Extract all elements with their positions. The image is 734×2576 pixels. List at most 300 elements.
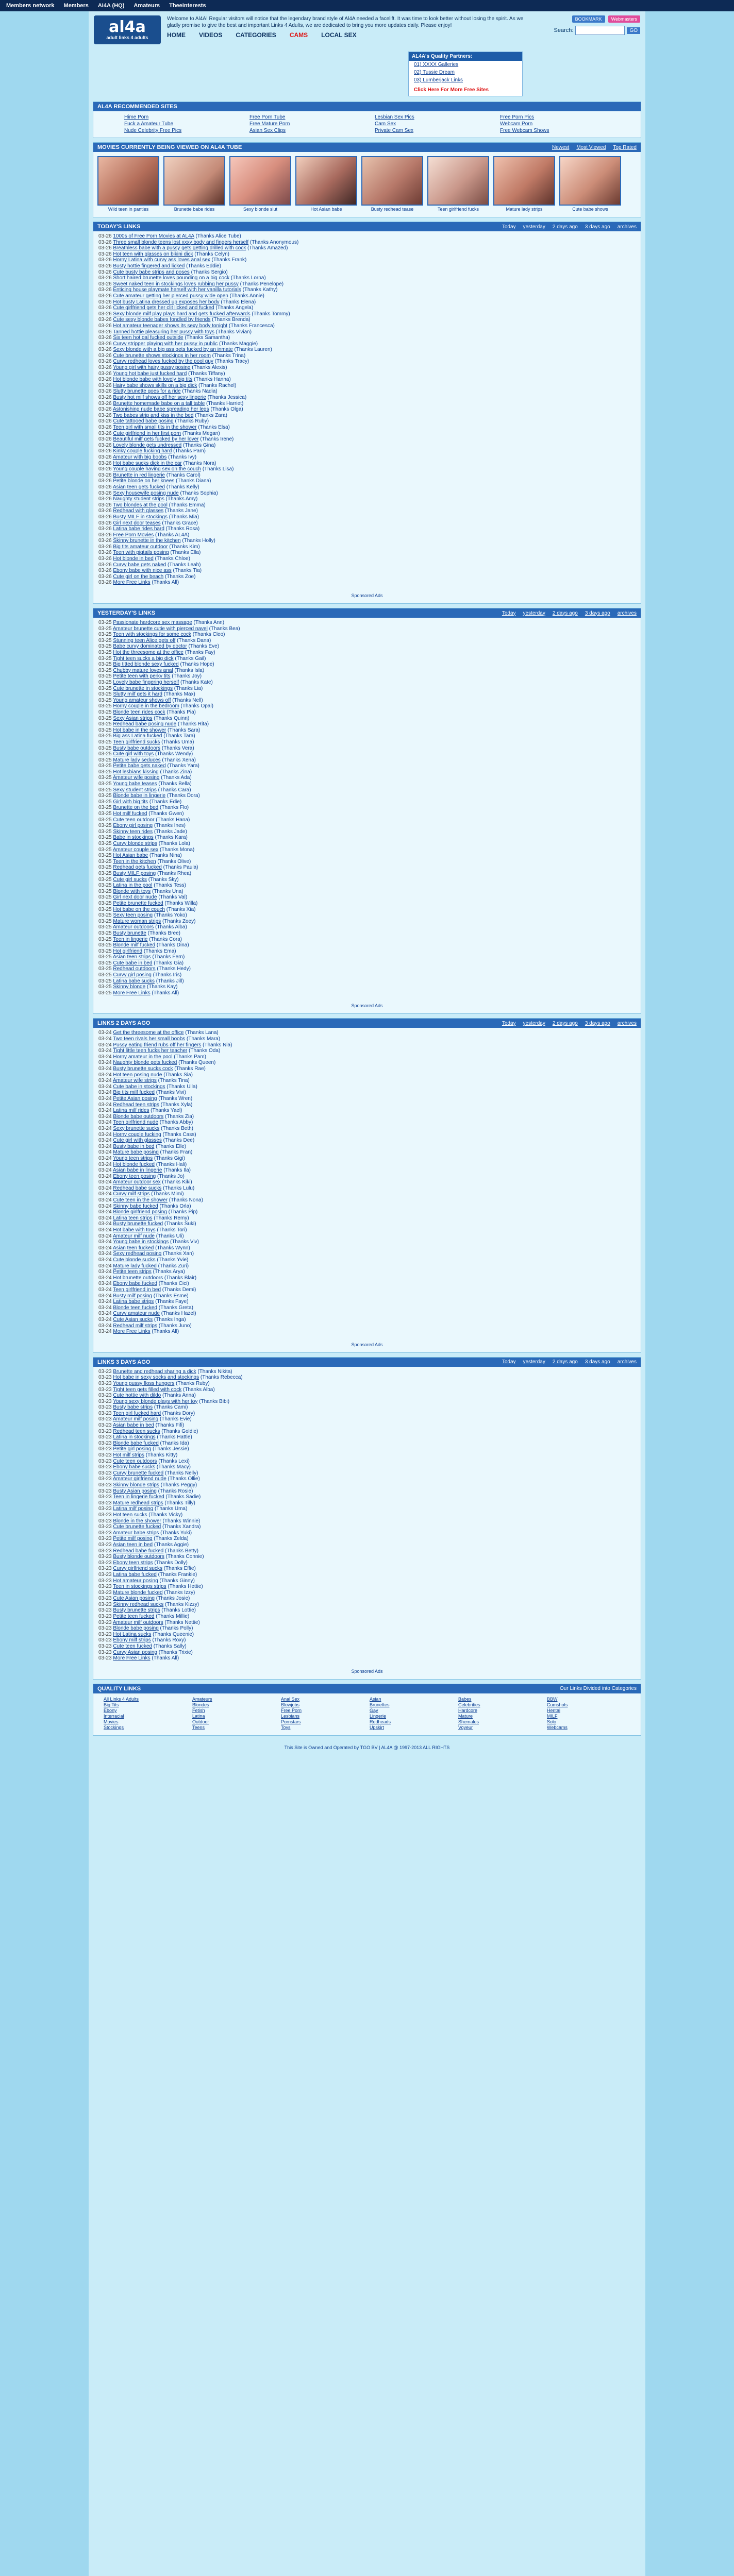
link-title[interactable]: Latina teen strips <box>113 1215 153 1221</box>
link-title[interactable]: Six teen hot gal fucked outside <box>113 335 184 341</box>
section-tab[interactable]: Today <box>502 610 516 616</box>
quality-link[interactable]: Blowjobs <box>281 1702 300 1707</box>
link-title[interactable]: Redhead milf strips <box>113 1323 157 1329</box>
link-title[interactable]: Busty hottie fingered and licked <box>113 263 185 269</box>
video-thumb[interactable] <box>559 156 621 212</box>
section-tab[interactable]: 2 days ago <box>552 610 578 616</box>
link-title[interactable]: Asian teen in bed <box>112 1541 153 1548</box>
link-title[interactable]: Naughty student strips <box>113 496 164 502</box>
link-title[interactable]: Cute brunette shows stockings in her room <box>113 352 211 359</box>
link-title[interactable]: Amateur brunette cutie with pierced navel <box>112 625 208 632</box>
link-title[interactable]: Hot teen with glasses on bikini dick <box>113 251 193 257</box>
link-title[interactable]: Asian babe in lingerie <box>112 1167 162 1174</box>
link-title[interactable]: Cute girl sucks <box>113 876 147 883</box>
link-title[interactable]: Petite Asian posing <box>113 1095 157 1101</box>
recommended-link[interactable]: Hime Porn <box>124 114 149 120</box>
link-title[interactable]: Hot babe on the couch <box>113 906 165 912</box>
section-tab[interactable]: yesterday <box>523 610 545 616</box>
link-title[interactable]: Slutty milf gets it hard <box>113 691 162 698</box>
link-title[interactable]: Tight little teen fucks her teacher <box>113 1048 188 1054</box>
link-title[interactable]: Cute hottie with dildo <box>113 1393 161 1399</box>
link-title[interactable]: Girl next door nude <box>113 894 157 901</box>
link-title[interactable]: Ebony milf strips <box>113 1637 151 1643</box>
thumb-caption[interactable]: Brunette babe rides <box>174 207 215 212</box>
link-title[interactable]: Skinny redhead sucks <box>113 1601 164 1607</box>
link-title[interactable]: Tight teen gets filled with cock <box>113 1386 182 1393</box>
partner-link[interactable]: 01) XXXX Galleries <box>414 62 459 67</box>
quality-link[interactable]: Hentai <box>547 1707 561 1713</box>
link-title[interactable]: Cute brunette fucked <box>113 1524 161 1530</box>
link-title[interactable]: Latina in stockings <box>113 1434 156 1440</box>
link-title[interactable]: Asian teen fucked <box>112 1245 154 1251</box>
link-title[interactable]: Busty brunette fucked <box>113 1221 163 1227</box>
link-title[interactable]: Curvy stripper playing with her pussy in public <box>113 341 218 347</box>
link-title[interactable]: Busty MILF posing <box>113 870 156 876</box>
link-title[interactable]: Redhead babe fucked <box>113 1548 164 1554</box>
recommended-link[interactable]: Free Mature Porn <box>249 121 290 127</box>
link-title[interactable]: Busty hot milf shows off her sexy lingerie <box>113 395 206 401</box>
link-title[interactable]: Skinny teen rides <box>113 828 153 835</box>
link-title[interactable]: Teen in stockings strips <box>113 1584 166 1590</box>
topbar-item[interactable]: AI4A (HQ) <box>97 3 125 9</box>
link-title[interactable]: Teen with stockings for some cock <box>113 632 191 638</box>
quality-link[interactable]: Ebony <box>104 1707 117 1713</box>
sponsored-ads-label[interactable]: Sponsored Ads <box>351 1668 383 1674</box>
link-title[interactable]: Free Porn Movies <box>113 532 154 538</box>
link-title[interactable]: Skinny brunette in the kitchen <box>113 538 181 544</box>
link-title[interactable]: Cute babe in stockings <box>113 1083 165 1090</box>
link-title[interactable]: Redhead with glasses <box>113 508 164 514</box>
link-title[interactable]: Horny amateur in the pool <box>113 1054 173 1060</box>
link-title[interactable]: Blonde babe fucked <box>113 1440 159 1446</box>
link-title[interactable]: Blonde milf fucked <box>113 942 156 948</box>
quality-link[interactable]: Latina <box>192 1713 205 1719</box>
link-title[interactable]: Busty brunette strips <box>113 1607 160 1614</box>
link-title[interactable]: Blonde girlfriend posing <box>113 1209 167 1215</box>
link-title[interactable]: Petite blonde on her knees <box>113 478 175 484</box>
quality-link[interactable]: Lesbians <box>281 1713 300 1719</box>
link-title[interactable]: Amateur outdoors <box>112 924 154 930</box>
link-title[interactable]: Cute girl with glasses <box>113 1138 162 1144</box>
link-title[interactable]: Cute brunette in stockings <box>113 685 173 691</box>
quality-link[interactable]: Big Tits <box>104 1702 119 1707</box>
link-title[interactable]: Blonde babe in lingerie <box>113 793 166 799</box>
link-title[interactable]: Petite brunette fucked <box>113 900 163 906</box>
partner-link[interactable]: 02) Tussie Dream <box>414 70 455 75</box>
search-input[interactable] <box>575 26 625 35</box>
quality-link[interactable]: Redheads <box>370 1719 391 1724</box>
link-title[interactable]: Hot lesbians kissing <box>113 769 159 775</box>
section-tab[interactable]: Today <box>502 1359 516 1365</box>
link-title[interactable]: Amateur milf outdoors <box>112 1619 163 1625</box>
link-title[interactable]: Curvy brunette fucked <box>113 1470 164 1476</box>
link-title[interactable]: Ebony teen posing <box>113 1173 156 1179</box>
thumb-image[interactable] <box>97 156 159 206</box>
quality-link[interactable]: Lingerie <box>370 1713 387 1719</box>
link-title[interactable]: Hot teen sucks <box>113 1512 147 1518</box>
link-title[interactable]: Kinky couple fucking hard <box>113 448 172 454</box>
section-tab[interactable]: 2 days ago <box>552 1020 578 1026</box>
thumb-caption[interactable]: Teen girlfriend fucks <box>437 207 479 212</box>
more-sites-link[interactable]: Click Here For More Free Sites <box>414 87 489 93</box>
link-title[interactable]: Redhead teen strips <box>113 1101 159 1108</box>
link-title[interactable]: Sexy teen posing <box>113 912 153 919</box>
section-tab[interactable]: 2 days ago <box>552 224 578 230</box>
link-title[interactable]: Cute Asian posing <box>113 1596 155 1602</box>
link-title[interactable]: Cute teen outdoors <box>113 1458 157 1464</box>
link-title[interactable]: Hot babe in the shower <box>113 727 166 733</box>
quality-link[interactable]: Mature <box>458 1713 473 1719</box>
link-title[interactable]: Lovely babe fingering herself <box>113 679 179 685</box>
video-thumb[interactable] <box>229 156 291 212</box>
link-title[interactable]: Cute girl with toys <box>113 751 154 757</box>
link-title[interactable]: Cute babe in bed <box>113 960 153 966</box>
link-title[interactable]: Busty babe strips <box>113 1404 153 1411</box>
link-title[interactable]: Hot the threesome at the office <box>113 650 184 655</box>
link-title[interactable]: Short haired brunette loves pounding on a big cock <box>113 275 230 281</box>
quality-link[interactable]: Hardcore <box>458 1707 478 1713</box>
recommended-link[interactable]: Free Porn Tube <box>249 114 286 120</box>
link-title[interactable]: Teen in lingerie fucked <box>113 1494 164 1500</box>
sponsored-ads-label[interactable]: Sponsored Ads <box>351 593 383 599</box>
link-title[interactable]: Hot babe in sexy socks and stockings <box>113 1375 199 1381</box>
link-title[interactable]: More Free Links <box>113 990 151 996</box>
link-title[interactable]: Beautiful milf gets fucked by her lover <box>113 436 199 443</box>
link-title[interactable]: Redhead babe sucks <box>113 1185 162 1191</box>
nav-local-sex[interactable]: LOCAL SEX <box>321 31 357 39</box>
link-title[interactable]: Hot milf strips <box>113 1452 144 1459</box>
link-title[interactable]: Teen girl with small tits in the shower <box>113 425 197 430</box>
link-title[interactable]: Blonde teen rides cock <box>113 709 165 715</box>
link-title[interactable]: Two blondes at the pool <box>113 502 168 508</box>
link-title[interactable]: Cute girlfriend gets her clit licked and fucked <box>113 305 214 311</box>
link-title[interactable]: Curvy girlfriend sucks <box>113 1566 162 1572</box>
link-title[interactable]: Cute busty babe strips and poses <box>113 269 190 275</box>
quality-link[interactable]: All Links 4 Adults <box>104 1696 139 1702</box>
thumb-image[interactable] <box>163 156 225 206</box>
quality-link[interactable]: Teens <box>192 1724 205 1730</box>
link-title[interactable]: Brunette in red lingerie <box>113 472 165 478</box>
link-title[interactable]: Girl next door teases <box>113 520 161 526</box>
link-title[interactable]: Cute Asian sucks <box>113 1316 153 1323</box>
thumb-image[interactable] <box>295 156 357 206</box>
link-title[interactable]: Sexy housewife posing nude <box>113 490 179 496</box>
quality-link[interactable]: Celebrities <box>458 1702 480 1707</box>
link-title[interactable]: Petite milf posing <box>113 1536 153 1542</box>
nav-categories[interactable]: CATEGORIES <box>236 31 276 39</box>
link-title[interactable]: Hot brunette outdoors <box>113 1275 163 1281</box>
link-title[interactable]: Latina in the pool <box>113 883 153 889</box>
video-thumb[interactable] <box>163 156 225 212</box>
sponsored-ads-label[interactable]: Sponsored Ads <box>351 1342 383 1347</box>
section-tab[interactable]: Today <box>502 1020 516 1026</box>
link-title[interactable]: Sexy blonde with a big ass gets fucked by an inmate <box>113 347 233 353</box>
link-title[interactable]: Breathless babe with a pussy gets getting drilled with cock <box>113 245 246 251</box>
link-title[interactable]: Hot milf fucked <box>113 811 147 817</box>
link-title[interactable]: Blonde babe outdoors <box>113 1113 164 1120</box>
link-title[interactable]: Big tits amateur outdoor <box>113 544 168 550</box>
link-title[interactable]: Cute sexy blonde babes fondled by friends <box>113 317 211 323</box>
recommended-link[interactable]: Fuck a Amateur Tube <box>124 121 174 127</box>
quality-link[interactable]: Brunettes <box>370 1702 390 1707</box>
quality-link[interactable]: Outdoor <box>192 1719 209 1724</box>
link-title[interactable]: Asian babe in bed <box>112 1422 154 1429</box>
link-title[interactable]: Skinny babe fucked <box>113 1203 158 1209</box>
video-thumb[interactable] <box>361 156 423 212</box>
link-title[interactable]: Teen in lingerie <box>113 936 148 942</box>
quality-link[interactable]: MILF <box>547 1713 558 1719</box>
link-title[interactable]: Brunette homemade babe on a tall table <box>113 400 205 406</box>
link-title[interactable]: Cute teen outdoor <box>113 817 155 823</box>
thumb-caption[interactable]: Wild teen in panties <box>108 207 149 212</box>
link-title[interactable]: More Free Links <box>113 580 151 586</box>
link-title[interactable]: Busty MILF in stockings <box>113 514 168 520</box>
recommended-link[interactable]: Asian Sex Clips <box>249 128 286 133</box>
link-title[interactable]: Teen girlfriend sucks <box>113 739 160 745</box>
link-title[interactable]: Blonde with toys <box>113 888 151 894</box>
link-title[interactable]: Mature redhead strips <box>113 1500 163 1506</box>
section-tab[interactable]: Today <box>502 224 516 230</box>
quality-link[interactable]: BBW <box>547 1696 558 1702</box>
video-thumb[interactable] <box>97 156 159 212</box>
link-title[interactable]: Tight teen sucks a big dick <box>113 655 174 662</box>
link-title[interactable]: Petite teen strips <box>113 1269 152 1275</box>
link-title[interactable]: Latina babe fucked <box>113 1571 157 1578</box>
thumb-caption[interactable]: Cute babe shows <box>572 207 608 212</box>
link-title[interactable]: Cute amateur getting her pierced pussy wide open <box>113 293 228 299</box>
recommended-link[interactable]: Cam Sex <box>375 121 396 127</box>
link-title[interactable]: Mature babe posing <box>113 1149 159 1156</box>
topbar-item[interactable]: Members network <box>6 3 55 9</box>
link-title[interactable]: Brunette and redhead sharing a dick <box>113 1368 196 1375</box>
link-title[interactable]: Big tits milf fucked <box>113 1090 155 1096</box>
link-title[interactable]: Busty blonde outdoors <box>113 1554 164 1560</box>
link-title[interactable]: Blonde babe posing <box>113 1625 159 1632</box>
thumb-caption[interactable]: Busty redhead tease <box>371 207 414 212</box>
link-title[interactable]: Redhead outdoors <box>113 966 156 972</box>
link-title[interactable]: 1000s of Free Porn Movies at AL4A <box>113 233 194 239</box>
link-title[interactable]: Enticing house playmate herself with her vanilla tutorials <box>113 287 241 293</box>
link-title[interactable]: Latina babe rides hard <box>113 526 164 532</box>
link-title[interactable]: Teen with pigtails posing <box>113 550 169 556</box>
link-title[interactable]: Brunette on the bed <box>113 805 159 811</box>
quality-link[interactable]: Fetish <box>192 1707 205 1713</box>
link-title[interactable]: Three small blonde teens lost xxxy body and fingers herself <box>113 239 249 245</box>
link-title[interactable]: Horny couple in the bedroom <box>113 703 179 709</box>
section-tab[interactable]: 3 days ago <box>585 1020 610 1026</box>
link-title[interactable]: Young babe in stockings <box>113 1239 169 1245</box>
link-title[interactable]: Cute girlfriend in her first porn <box>113 430 181 436</box>
link-title[interactable]: Young teen strips <box>113 1155 153 1161</box>
link-title[interactable]: Skinny blonde <box>113 984 146 990</box>
video-thumb[interactable] <box>295 156 357 212</box>
link-title[interactable]: Amateur outdoor sex <box>112 1179 161 1185</box>
link-title[interactable]: More Free Links <box>113 1655 151 1662</box>
section-tab[interactable]: yesterday <box>523 224 545 230</box>
link-title[interactable]: Two babes strip and kiss in the bed <box>113 412 194 418</box>
topbar-item[interactable]: TheeInterests <box>169 3 206 9</box>
partner-link[interactable]: 03) Lumberjack Links <box>414 77 463 83</box>
link-title[interactable]: Young amateur shows off <box>113 697 171 703</box>
thumb-caption[interactable]: Sexy blonde slut <box>243 207 278 212</box>
link-title[interactable]: Latina milf rides <box>113 1108 149 1114</box>
topbar-item[interactable]: Members <box>63 3 89 9</box>
quality-link[interactable]: Pornstars <box>281 1719 301 1724</box>
link-title[interactable]: Ebony teen strips <box>113 1560 153 1566</box>
section-tab[interactable]: 3 days ago <box>585 1359 610 1365</box>
link-title[interactable]: Blonde in the shower <box>113 1518 161 1524</box>
link-title[interactable]: Ebony girl posing <box>113 823 153 829</box>
section-tab[interactable]: archives <box>617 1359 637 1365</box>
link-title[interactable]: Young pussy floss hungers <box>113 1380 175 1386</box>
thumb-image[interactable] <box>559 156 621 206</box>
link-title[interactable]: Teen girlfriend nude <box>113 1120 159 1126</box>
link-title[interactable]: Teen in the kitchen <box>113 858 156 865</box>
link-title[interactable]: Hot busty Latina dressed up exposes her body <box>113 299 220 305</box>
link-title[interactable]: Hot girlfriend <box>113 948 143 954</box>
link-title[interactable]: Amateur babe strips <box>112 1530 159 1536</box>
link-title[interactable]: Get the threesome at the office <box>113 1030 184 1036</box>
link-title[interactable]: Busty brunette sucks cock <box>113 1066 173 1072</box>
link-title[interactable]: Curvy Asian posing <box>113 1649 157 1655</box>
link-title[interactable]: Busty babe outdoors <box>113 745 161 751</box>
link-title[interactable]: Sexy brunette sucks <box>113 1125 160 1131</box>
link-title[interactable]: Cute teen fucked <box>113 1643 152 1650</box>
link-title[interactable]: Busty milf posing <box>113 1293 152 1299</box>
section-tab[interactable]: 3 days ago <box>585 224 610 230</box>
link-title[interactable]: Blonde teen fucked <box>113 1304 157 1311</box>
link-title[interactable]: Petite girl posing <box>113 1446 152 1452</box>
link-title[interactable]: Mature lady fucked <box>113 1263 157 1269</box>
nav-cams[interactable]: CAMS <box>289 31 308 39</box>
link-title[interactable]: Mature blonde fucked <box>113 1589 163 1596</box>
topbar-item[interactable]: Amateurs <box>134 3 160 9</box>
link-title[interactable]: Young hot babe just fucked hard <box>113 370 187 377</box>
link-title[interactable]: Pussy eating friend rubs off her fingers <box>113 1042 202 1048</box>
site-logo[interactable] <box>94 15 161 44</box>
recommended-link[interactable]: Nude Celebrity Free Pics <box>124 128 182 133</box>
quality-link[interactable]: Webcams <box>547 1724 568 1730</box>
link-title[interactable]: Tanned hottie pleasuring her pussy with toys <box>113 329 214 335</box>
link-title[interactable]: Babe in stockings <box>113 835 154 841</box>
quality-link[interactable]: Blondes <box>192 1702 209 1707</box>
link-title[interactable]: Hot amateur posing <box>113 1578 158 1584</box>
recommended-link[interactable]: Lesbian Sex Pics <box>375 114 414 120</box>
link-title[interactable]: Mature lady seduces <box>113 757 161 763</box>
quality-link[interactable]: Gay <box>370 1707 378 1713</box>
quality-link[interactable]: Babes <box>458 1696 472 1702</box>
link-title[interactable]: Hairy babe shows skills on a big dick <box>113 382 197 388</box>
link-title[interactable]: Amateur girlfriend nude <box>112 1476 166 1482</box>
link-title[interactable]: Sexy blonde milf play plays hard and gets fucked afterwards <box>113 311 251 317</box>
thumb-image[interactable] <box>361 156 423 206</box>
link-title[interactable]: Curvy girl posing <box>113 972 152 978</box>
link-title[interactable]: Babe curvy dominated by doctor <box>113 643 187 650</box>
link-title[interactable]: Skinny blonde strips <box>113 1482 159 1488</box>
search-go-button[interactable]: GO <box>627 27 640 34</box>
tab-newest[interactable]: Newest <box>552 144 570 150</box>
link-title[interactable]: Big titted blonde sexy fucked <box>113 662 179 668</box>
link-title[interactable]: Busty babe in bed <box>113 1143 155 1149</box>
link-title[interactable]: Busty Asian posing <box>113 1488 157 1494</box>
link-title[interactable]: Girl with big tits <box>113 799 148 805</box>
link-title[interactable]: Ebony babe fucked <box>113 1281 157 1287</box>
link-title[interactable]: Sexy student strips <box>113 787 157 793</box>
quality-link[interactable]: Voyeur <box>458 1724 473 1730</box>
thumb-caption[interactable]: Hot Asian babe <box>310 207 342 212</box>
link-title[interactable]: Horny Latina with curvy ass loves anal sex <box>113 257 210 263</box>
link-title[interactable]: Hot blonde fucked <box>113 1161 155 1167</box>
link-title[interactable]: Hot amateur teenager shows its sexy body tonight <box>113 323 228 329</box>
thumb-image[interactable] <box>493 156 555 206</box>
quality-link[interactable]: Free Porn <box>281 1707 302 1713</box>
link-title[interactable]: Curvy blonde strips <box>113 841 157 846</box>
recommended-link[interactable]: Free Porn Pics <box>500 114 535 120</box>
link-title[interactable]: Chubby mature loves anal <box>113 667 173 673</box>
section-tab[interactable]: 3 days ago <box>585 610 610 616</box>
link-title[interactable]: Ebony babe sucks <box>113 1464 156 1470</box>
thumb-image[interactable] <box>229 156 291 206</box>
nav-videos[interactable]: VIDEOS <box>199 31 223 39</box>
link-title[interactable]: Redhead teen sucks <box>113 1428 160 1434</box>
link-title[interactable]: Teen girl fucked hard <box>113 1410 161 1416</box>
link-title[interactable]: Sexy redhead posing <box>113 1251 162 1257</box>
link-title[interactable]: Young sexy blonde plays with her toy <box>113 1398 198 1404</box>
link-title[interactable]: Hot Latina sucks <box>113 1631 152 1637</box>
link-title[interactable]: Hot blonde in bed <box>113 556 154 562</box>
link-title[interactable]: Asian teen strips <box>112 954 151 960</box>
thumb-image[interactable] <box>427 156 489 206</box>
link-title[interactable]: Amateur milf posing <box>112 1416 159 1422</box>
section-tab[interactable]: yesterday <box>523 1359 545 1365</box>
link-title[interactable]: Ebony babe with nice ass <box>113 568 172 574</box>
link-title[interactable]: Redhead gets fucked <box>113 865 162 871</box>
quality-link[interactable]: Upskirt <box>370 1724 385 1730</box>
link-title[interactable]: More Free Links <box>113 1329 151 1335</box>
link-title[interactable]: Amateur milf nude <box>112 1233 155 1239</box>
webmasters-button[interactable]: Webmasters <box>608 15 640 23</box>
link-title[interactable]: Lovely blonde gets undressed <box>113 442 182 448</box>
link-title[interactable]: Stunning teen Alice gets off <box>113 637 176 643</box>
link-title[interactable]: Slutty brunette goes for a ride <box>113 388 181 395</box>
link-title[interactable]: Hot teen posing nude <box>113 1072 162 1078</box>
quality-link[interactable]: Shemales <box>458 1719 479 1724</box>
link-title[interactable]: Hot Asian babe <box>113 853 148 859</box>
link-title[interactable]: Amateur couple sex <box>112 846 159 853</box>
link-title[interactable]: Cute teen in the shower <box>113 1197 168 1204</box>
recommended-link[interactable]: Free Webcam Shows <box>500 128 549 133</box>
link-title[interactable]: Petite babe gets naked <box>113 763 166 769</box>
link-title[interactable]: Latina babe strips <box>113 1299 154 1305</box>
link-title[interactable]: Asian teen gets fucked <box>112 484 165 490</box>
link-title[interactable]: Sexy Asian strips <box>113 715 153 721</box>
link-title[interactable]: Young girl with hairy pussy posing <box>113 365 191 371</box>
link-title[interactable]: Big ass Latina fucked <box>113 733 162 739</box>
link-title[interactable]: Cute girl on the beach <box>113 573 164 580</box>
link-title[interactable]: Curvy milf strips <box>113 1191 150 1197</box>
tab-top-rated[interactable]: Top Rated <box>613 144 637 150</box>
section-tab[interactable]: archives <box>617 610 637 616</box>
link-title[interactable]: Cute blonde sucks <box>113 1257 156 1263</box>
link-title[interactable]: Hot babe with toys <box>113 1227 156 1233</box>
link-title[interactable]: Curvy babe gets naked <box>113 562 166 568</box>
link-title[interactable]: Latina babe sucks <box>113 978 155 984</box>
quality-link[interactable]: Movies <box>104 1719 119 1724</box>
link-title[interactable]: Horny couple fucking <box>113 1131 161 1138</box>
sponsored-ads-label[interactable]: Sponsored Ads <box>351 1003 383 1009</box>
quality-link[interactable]: Amateurs <box>192 1696 212 1702</box>
recommended-link[interactable]: Webcam Porn <box>500 121 533 127</box>
